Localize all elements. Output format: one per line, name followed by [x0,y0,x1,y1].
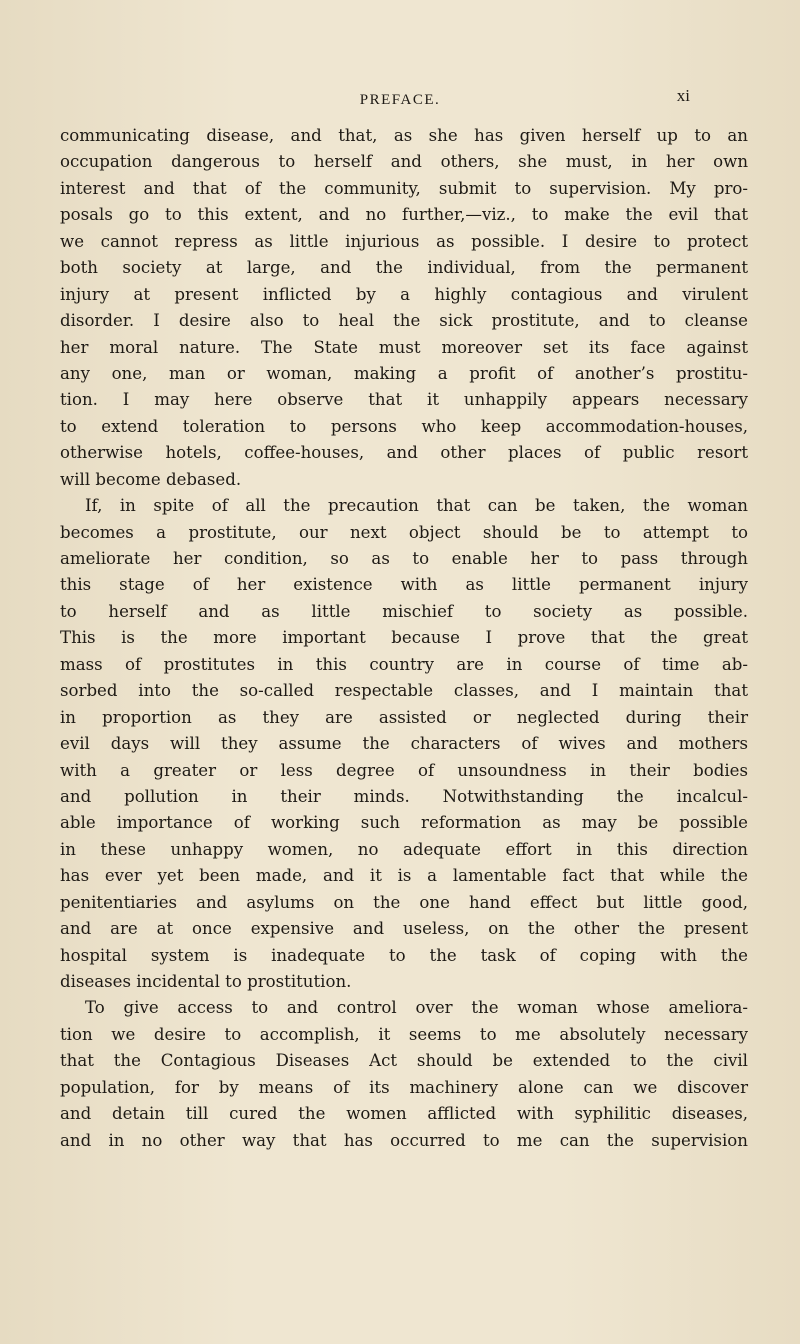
text-line: mass of prostitutes in this country are in course of time ab- [60,654,748,674]
text-line: This is the more important because I prove that the great [60,628,748,648]
text-line: to herself and as little mischief to society as possible. [60,601,748,621]
text-line: tion. I may here observe that it unhappily appears necessary [60,390,748,410]
text-line: has ever yet been made, and it is a lamentable fact that while the [60,866,748,886]
text-line: disorder. I desire also to heal the sick prostitute, and to cleanse [60,311,748,331]
text-line: occupation dangerous to herself and others, she must, in her own [60,152,748,172]
text-line: and in no other way that has occurred to me can the supervision [60,1130,748,1150]
text-line: injury at present inflicted by a highly contagious and virulent [60,284,748,304]
text-line: tion we desire to accomplish, it seems to me absolutely necessary [60,1024,748,1044]
text-line: this stage of her existence with as little permanent injury [60,575,748,595]
text-line: penitentiaries and asylums on the one hand effect but little good, [60,892,748,912]
text-line: interest and that of the community, submit to supervision. My pro- [60,178,748,198]
text-line: hospital system is inadequate to the task of coping with the [60,945,748,965]
text-line: both society at large, and the individual, from the permanent [60,258,748,278]
text-line: population, for by means of its machinery alone can we discover [60,1077,748,1097]
page-number: xi [676,86,690,105]
text-line: we cannot repress as little injurious as possible. I desire to protect [60,231,748,251]
text-line: diseases incidental to prostitution. [60,972,352,991]
text-line: and are at once expensive and useless, on the other the present [60,919,748,939]
text-line: in proportion as they are assisted or neglected during their [60,707,748,727]
text-line: in these unhappy women, no adequate effort in this direction [60,839,748,859]
text-line: with a greater or less degree of unsoundness in their bodies [60,760,748,780]
page-header [0,86,800,116]
text-line: evil days will they assume the characters of wives and mothers [60,734,748,754]
text-line: and detain till cured the women afflicted with syphilitic diseases, [60,1104,748,1124]
body-text [60,123,748,1154]
text-line: otherwise hotels, coffee-houses, and other places of public resort [60,443,748,463]
text-line: and pollution in their minds. Notwithstanding the incalcul- [60,786,748,806]
text-line: any one, man or woman, making a profit of another’s prostitu- [60,363,748,383]
text-line: will become debased. [60,469,242,489]
text-line: posals go to this extent, and no further,—viz., to make the evil that [60,205,748,225]
text-line: that the Contagious Diseases Act should be extended to the civil [60,1051,748,1071]
text-line: becomes a prostitute, our next object should be to attempt to [60,522,748,542]
text-line: to extend toleration to persons who keep accommodation-houses, [60,416,748,436]
running-head: PREFACE. [359,92,441,108]
text-line: able importance of working such reformation as may be possible [60,813,748,833]
text-line: ameliorate her condition, so as to enable her to pass through [60,549,748,568]
text-line: To give access to and control over the woman whose ameliora- [85,998,748,1018]
text-line: communicating disease, and that, as she has given herself up to an [60,126,748,145]
text-line: If, in spite of all the precaution that can be taken, the woman [85,496,748,516]
text-line: her moral nature. The State must moreover set its face against [60,337,748,357]
text-line: sorbed into the so-called respectable classes, and I maintain that [60,681,748,701]
